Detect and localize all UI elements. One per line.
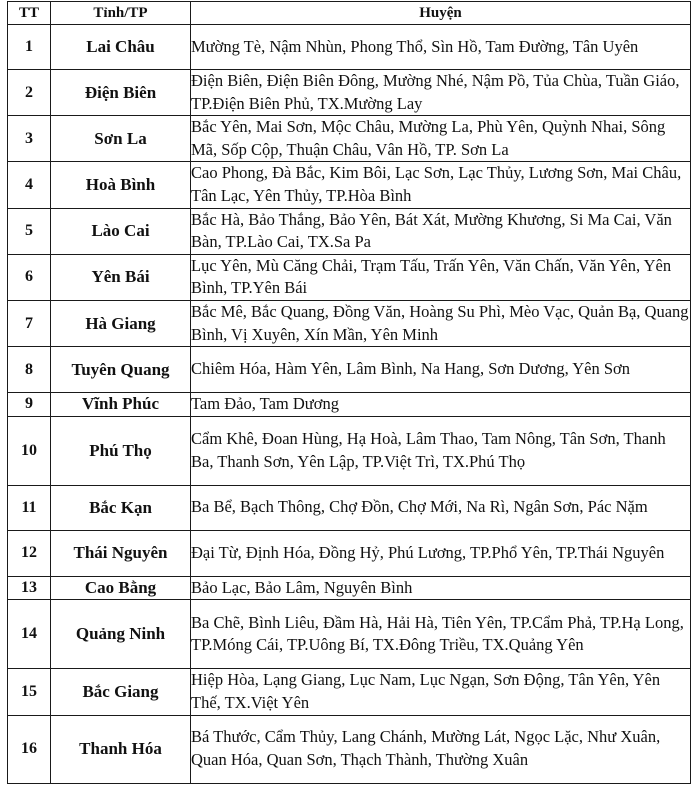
row-number: 16 xyxy=(8,715,51,783)
table-header-row xyxy=(8,2,691,25)
province-name: Thái Nguyên xyxy=(51,530,191,576)
district-list: Ba Chẽ, Bình Liêu, Đầm Hà, Hải Hà, Tiên Yên, TP.Cẩm Phả, TP.Hạ Long, TP.Móng Cái, TP.Uông Bí, TX.Đông Triều, TX.Quảng Yên xyxy=(191,600,691,669)
row-number: 13 xyxy=(8,576,51,600)
district-list: Cẩm Khê, Đoan Hùng, Hạ Hoà, Lâm Thao, Tam Nông, Tân Sơn, Thanh Ba, Thanh Sơn, Yên Lập, TP.Việt Trì, TX.Phú Thọ xyxy=(191,416,691,485)
province-name: Cao Bằng xyxy=(51,576,191,600)
header-tt: TT xyxy=(8,2,51,25)
district-list: Bắc Hà, Bảo Thắng, Bảo Yên, Bát Xát, Mường Khương, Si Ma Cai, Văn Bàn, TP.Lào Cai, TX.Sa Pa xyxy=(191,208,691,254)
province-name: Bắc Kạn xyxy=(51,485,191,530)
row-number: 4 xyxy=(8,162,51,208)
row-number: 8 xyxy=(8,347,51,393)
province-name: Lai Châu xyxy=(51,25,191,70)
province-name: Điện Biên xyxy=(51,70,191,116)
table-row xyxy=(8,530,691,576)
district-list: Bắc Mê, Bắc Quang, Đồng Văn, Hoàng Su Phì, Mèo Vạc, Quản Bạ, Quang Bình, Vị Xuyên, Xín Mần, Yên Minh xyxy=(191,300,691,346)
district-list: Điện Biên, Điện Biên Đông, Mường Nhé, Nậm Pồ, Tủa Chùa, Tuần Giáo, TP.Điện Biên Phủ, TX.Mường Lay xyxy=(191,70,691,116)
district-list: Chiêm Hóa, Hàm Yên, Lâm Bình, Na Hang, Sơn Dương, Yên Sơn xyxy=(191,347,691,393)
district-list: Hiệp Hòa, Lạng Giang, Lục Nam, Lục Ngạn, Sơn Động, Tân Yên, Yên Thế, TX.Việt Yên xyxy=(191,669,691,715)
table-row xyxy=(8,347,691,393)
district-list: Bảo Lạc, Bảo Lâm, Nguyên Bình xyxy=(191,576,691,600)
district-list: Ba Bể, Bạch Thông, Chợ Đồn, Chợ Mới, Na Rì, Ngân Sơn, Pác Nặm xyxy=(191,485,691,530)
row-number: 6 xyxy=(8,254,51,300)
row-number: 11 xyxy=(8,485,51,530)
table-row xyxy=(8,300,691,346)
table-row xyxy=(8,25,691,70)
province-name: Hà Giang xyxy=(51,300,191,346)
district-list: Bắc Yên, Mai Sơn, Mộc Châu, Mường La, Phù Yên, Quỳnh Nhai, Sông Mã, Sốp Cộp, Thuận Châu, Vân Hồ, TP. Sơn La xyxy=(191,116,691,162)
province-name: Tuyên Quang xyxy=(51,347,191,393)
row-number: 3 xyxy=(8,116,51,162)
district-list: Tam Đảo, Tam Dương xyxy=(191,393,691,417)
table-row xyxy=(8,162,691,208)
table-row xyxy=(8,485,691,530)
table-row xyxy=(8,669,691,715)
district-list: Cao Phong, Đà Bắc, Kim Bôi, Lạc Sơn, Lạc Thủy, Lương Sơn, Mai Châu, Tân Lạc, Yên Thủy, TP.Hòa Bình xyxy=(191,162,691,208)
province-name: Bắc Giang xyxy=(51,669,191,715)
table-row xyxy=(8,576,691,600)
header-province: Tỉnh/TP xyxy=(51,2,191,25)
row-number: 15 xyxy=(8,669,51,715)
province-name: Lào Cai xyxy=(51,208,191,254)
row-number: 12 xyxy=(8,530,51,576)
row-number: 2 xyxy=(8,70,51,116)
province-name: Phú Thọ xyxy=(51,416,191,485)
table-row xyxy=(8,70,691,116)
district-list: Đại Từ, Định Hóa, Đồng Hỷ, Phú Lương, TP.Phổ Yên, TP.Thái Nguyên xyxy=(191,530,691,576)
header-districts: Huyện xyxy=(191,2,691,25)
row-number: 1 xyxy=(8,25,51,70)
district-list: Lục Yên, Mù Căng Chải, Trạm Tấu, Trấn Yên, Văn Chấn, Văn Yên, Yên Bình, TP.Yên Bái xyxy=(191,254,691,300)
row-number: 7 xyxy=(8,300,51,346)
district-list: Bá Thước, Cẩm Thủy, Lang Chánh, Mường Lát, Ngọc Lặc, Như Xuân, Quan Hóa, Quan Sơn, Thạch Thành, Thường Xuân xyxy=(191,715,691,783)
row-number: 10 xyxy=(8,416,51,485)
district-list: Mường Tè, Nậm Nhùn, Phong Thổ, Sìn Hồ, Tam Đường, Tân Uyên xyxy=(191,25,691,70)
table-row xyxy=(8,715,691,783)
row-number: 5 xyxy=(8,208,51,254)
province-name: Sơn La xyxy=(51,116,191,162)
province-name: Thanh Hóa xyxy=(51,715,191,783)
table-row xyxy=(8,393,691,417)
row-number: 9 xyxy=(8,393,51,417)
table-row xyxy=(8,208,691,254)
table-row xyxy=(8,416,691,485)
table-body xyxy=(8,25,691,784)
table-row xyxy=(8,116,691,162)
row-number: 14 xyxy=(8,600,51,669)
province-district-table xyxy=(7,1,691,784)
province-name: Vĩnh Phúc xyxy=(51,393,191,417)
table-row xyxy=(8,254,691,300)
province-name: Quảng Ninh xyxy=(51,600,191,669)
table-row xyxy=(8,600,691,669)
province-name: Yên Bái xyxy=(51,254,191,300)
province-name: Hoà Bình xyxy=(51,162,191,208)
